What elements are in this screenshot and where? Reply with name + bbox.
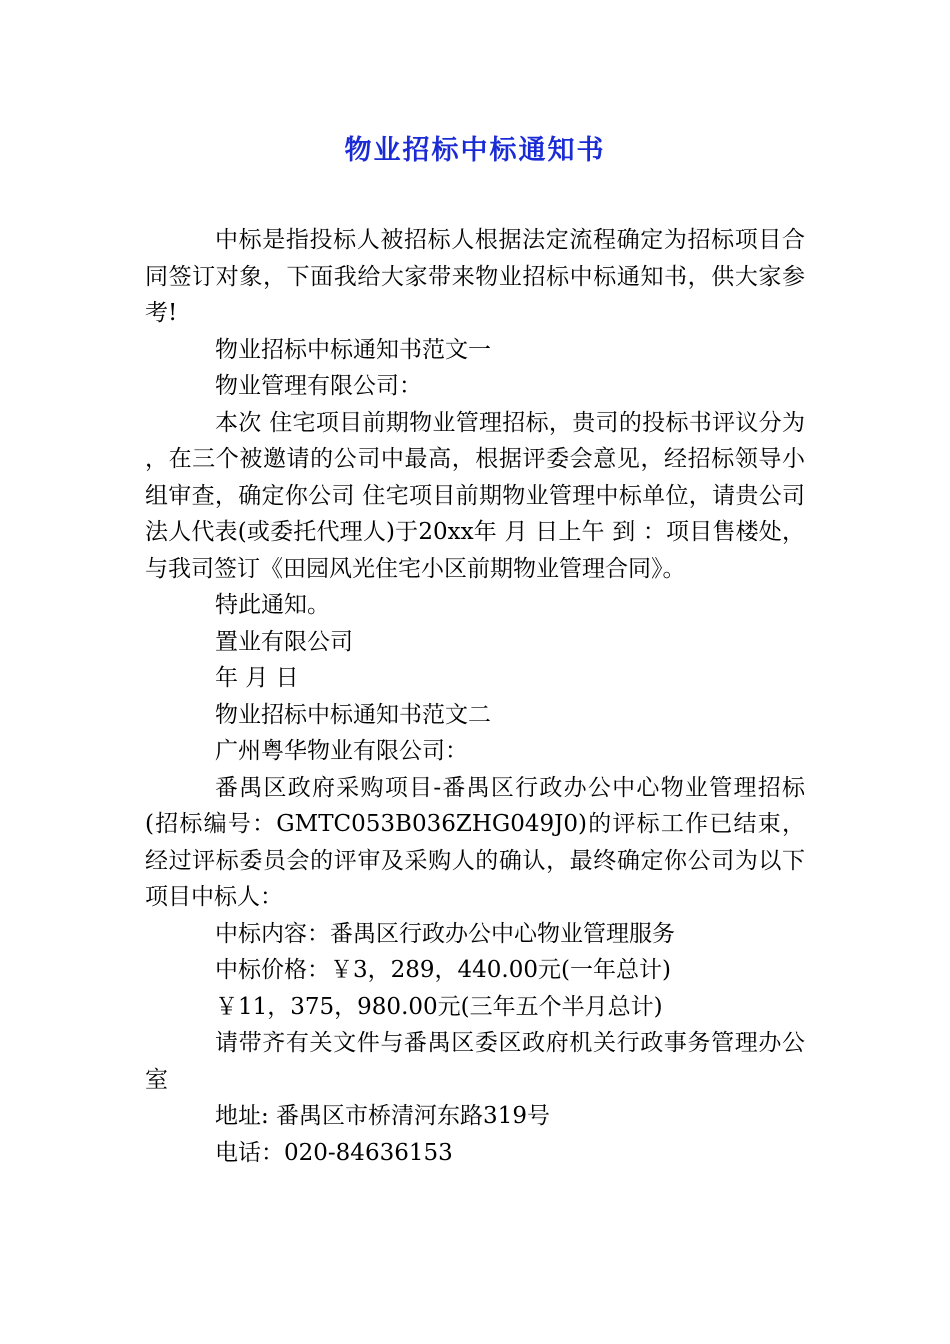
contact-phone: 电话：020-84636153 [215,1139,453,1166]
award-price-total: ￥11，375，980.00元(三年五个半月总计) [215,993,663,1020]
sample-one-addressee: 物业管理有限公司： [215,373,422,399]
sample-one-signature: 置业有限公司 [215,628,353,655]
sample-two-heading: 物业招标中标通知书范文二 [215,701,491,728]
sample-one-notice: 特此通知。 [215,592,330,618]
document-body [145,222,805,1171]
sample-one-heading: 物业招标中标通知书范文一 [215,336,491,363]
sample-two-body: 番禺区政府采购项目-番禺区行政办公中心物业管理招标(招标编号：GMTC053B036ZHG049J0)的评标工作已结束，经过评标委员会的评审及采购人的确认，最终确定你公司为以下项目中标人： [145,774,805,910]
document-title: 物业招标中标通知书 [344,135,606,166]
sample-two-addressee: 广州粤华物业有限公司： [215,738,468,764]
intro-paragraph: 中标是指投标人被招标人根据法定流程确定为招标项目合同签订对象，下面我给大家带来物业招标中标通知书，供大家参考! [145,227,805,326]
award-price-annual: 中标价格：￥3，289，440.00元(一年总计) [215,957,671,983]
sample-one-date: 年 月 日 [215,665,299,691]
document-instructions: 请带齐有关文件与番禺区委区政府机关行政事务管理办公室 [145,1030,805,1093]
sample-one-body: 本次 住宅项目前期物业管理招标，贵司的投标书评议分为 ，在三个被邀请的公司中最高，根据评委会意见，经招标领导小组审查，确定你公司 住宅项目前期物业管理中标单位，请贵公司法人代表(或委托代理人)于20xx年 月 日上午 到 ：项目售楼处，与我司签订《田园风光住宅小区前期物业管理合同》。 [145,409,805,582]
award-content: 中标内容：番禺区行政办公中心物业管理服务 [215,920,675,947]
contact-address: 地址: 番禺区市桥清河东路319号 [215,1103,550,1129]
